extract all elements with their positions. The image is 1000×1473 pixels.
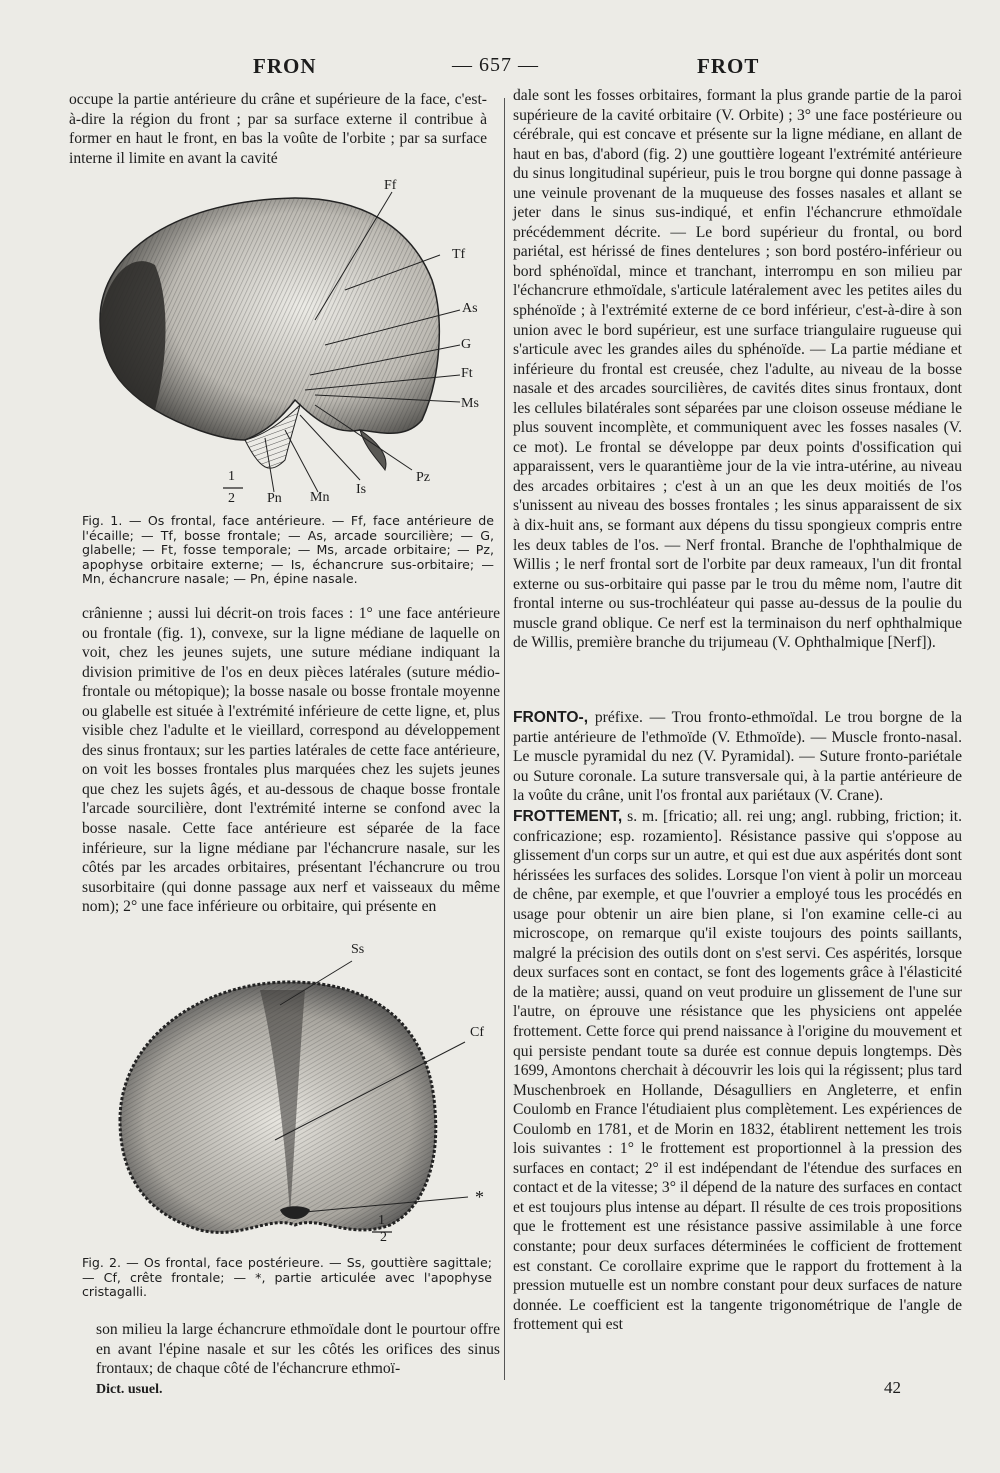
left-paragraph-1: occupe la partie antérieure du crâne et supérieure de la face, c'est-à-dire la région du front ; par sa surface externe il contribue à former en haut le front, en bas la voûte de l'orbite ; par sa surface interne il limite en avant la cavité — [69, 91, 487, 167]
page-number-header: — 657 — — [452, 54, 539, 76]
left-paragraph-2: crânienne ; aussi lui décrit-on trois faces : 1° une face antérieure ou frontale (fig. 1), convexe, sur la ligne médiane de laquelle on voit, chez les jeunes sujets, une suture médiane indiquant la division primitive de l'os en deux pièces latérales (suture médio-frontale ou métopique); la bosse nasale ou bosse frontale moyenne ou glabelle est située à l'extrémité inférieure de cette ligne, et, plus visible chez l'adulte et le vieillard, correspond au développement des sinus frontaux; sur les parties latérales de cette face antérieure, on voit les bosses frontales plus marquées chez les sujets jeunes que chez les sujets âgés, et au-dessous de chaque bosse frontale l'arcade sourcilière, dont l'extrémité interne se confond avec la bosse nasale. Cette face antérieure est séparée de la face inférieure, sur la ligne médiane par l'échancrure nasale, sur les côtés par les arcades orbitaires, présentant l'échancrure ou trou susorbitaire (qui donne passage aux nerf et vaisseaux du même nom); 2° une face inférieure ou orbitaire, qui présente en — [82, 605, 500, 916]
headword-frottement: FROTTEMENT, — [513, 808, 623, 825]
fig2-label-cf: Cf — [470, 1025, 484, 1040]
fig1-label-is: Is — [356, 482, 367, 497]
fig2-label-ss: Ss — [351, 942, 365, 957]
footer-signature-number: 42 — [884, 1378, 901, 1397]
footer-signature: Dict. usuel. — [96, 1382, 163, 1397]
fig2-scale-numerator: 1 — [378, 1213, 385, 1228]
fig1-scale-denominator: 2 — [228, 491, 235, 506]
fig1-label-tf: Tf — [452, 247, 466, 262]
figure-1-caption: Fig. 1. — Os frontal, face antérieure. — Ff, face antérieure de l'écaille; — Tf, bosse frontale; — As, arcade sourcilière; — G, glabelle; — Ft, fosse temporale; — Ms, arcade orbitaire; — Pz, apophyse orbitaire externe; — Is, échancrure sus-orbitaire; — Mn, échancrure nasale; — Pn, épine nasale. — [82, 513, 494, 587]
fig1-label-g: G — [461, 337, 472, 352]
fig1-label-pn: Pn — [267, 491, 282, 506]
figure-2-frontal-bone-posterior — [90, 960, 510, 1250]
fig1-label-mn: Mn — [310, 490, 330, 505]
figure-1-frontal-bone-anterior — [60, 170, 500, 510]
running-head-left: FRON — [253, 54, 317, 78]
entry-fronto — [513, 708, 962, 806]
left-paragraph-3: son milieu la large échancrure ethmoïdale dont le pourtour offre en avant l'épine nasale et sur les côtés les orifices des sinus frontaux; de chaque côté de l'échancrure ethmoï- — [96, 1321, 500, 1378]
fig1-label-ms: Ms — [461, 396, 479, 411]
fig2-scale-denominator: 2 — [380, 1230, 387, 1245]
fig1-scale-numerator: 1 — [228, 469, 235, 484]
fig1-label-ff: Ff — [384, 178, 397, 193]
figure-2-caption: Fig. 2. — Os frontal, face postérieure. — Ss, gouttière sagittale; — Cf, crête frontale; — *, partie articulée avec l'apophyse cristagalli. — [82, 1255, 492, 1300]
entry-frottement — [513, 807, 962, 1335]
fig2-label-star: * — [475, 1187, 484, 1207]
entry-frottement-body: s. m. [fricatio; all. rei ung; angl. rubbing, friction; it. confricazione; esp. rozamiento]. Résistance passive qui s'oppose au glissement d'un corps sur un autre, et qui est due aux aspérités dont sont hérissées les surfaces des solides. Lorsque l'on vient à polir un morceau de chêne, par exemple, et que l'ouvrier a employé tous les procédés en usage pour obtenir un aire bien plane, si l'on examine celle-ci au microscope, on remarque qu'il existe toujours des points saillants, malgré la précision des outils dont on s'est servi. Ces aspérités, lorsque deux surfaces sont en contact, se font des logements grâce à l'élasticité de la matière; aussi, quand on veut produire un glissement de l'une sur l'autre, on éprouve une résistance que les physiciens ont appelée frottement. Cette force qui prend naissance à l'origine du mouvement et qui persiste pendant toute sa durée est connue depuis longtemps. Dès 1699, Amontons cherchait à découvrir les lois qui la régissent; plus tard Muschenbroek en Hollande, Désagulliers en Angleterre, et enfin Coulomb en France l'étudiaient plus complètement. Les expériences de Coulomb en 1781, et de Morin en 1832, établirent nettement les trois lois suivantes : 1° le frottement est proportionnel à la pression des surfaces en contact; 2° il est indépendant de l'étendue des surfaces en contact et de la vitesse; 3° il dépend de la nature des surfaces en contact et est toujours plus intense au départ. Il résulte de ces trois propositions que le frottement est une résistance passive assimilable à une force constante; pour deux surfaces déterminées le cofficient de frottement est constant. Ce corollaire exprime que le rapport du frottement à la pression mutuelle est un nombre constant pour deux surfaces de nature donnée. Le coefficient est la tangente trigonométrique de l'angle de frottement qui est — [513, 808, 962, 1334]
fig1-label-pz: Pz — [416, 470, 430, 485]
fig1-label-ft: Ft — [461, 366, 473, 381]
entry-fronto-body: préfixe. — Trou fronto-ethmoïdal. Le trou borgne de la partie antérieure de l'ethmoïde (V. Ethmoïde). — Muscle fronto-nasal. Le muscle pyramidal du nez (V. Pyramidal). — Suture fronto-pariétale ou Suture coronale. La suture transversale qui, à la partie antérieure de la voûte du crâne, unit l'os frontal aux pariétaux (V. Crane). — [513, 709, 962, 805]
headword-fronto: FRONTO-, — [513, 709, 589, 726]
fig1-label-as: As — [462, 301, 478, 316]
right-paragraph-1: dale sont les fosses orbitaires, formant la plus grande partie de la paroi supérieure de la cavité orbitaire (V. Orbite) ; 3° une face postérieure ou cérébrale, qui est concave et présente sur la ligne médiane, en allant de haut en bas, d'abord (fig. 2) une gouttière logeant l'extrémité antérieure du sinus longitudinal supérieur, puis le trou borgne qui donne passage à une veinule provenant de la muqueuse des fosses nasales et allant se jeter dans le sinus sus-indiqué, et enfin l'échancrure ethmoïdale précédemment décrite. — Le bord supérieur du frontal, ou bord pariétal, est hérissé de fines dentelures ; son bord postéro-inférieur ou bord sphénoïdal, mince et tranchant, interrompu en son milieu par l'échancrure ethmoïdale, s'articule latéralement avec les petites ailes du sphénoïde ; à l'extrémité externe de ce bord inférieur, c'est-à-dire à son union avec le bord supérieur, est une surface triangulaire rugueuse qui s'articule avec les grandes ailes du sphénoïde. — La partie médiane et inférieure du frontal est creusée, chez l'adulte, au niveau de la bosse nasale et des arcades sourcilières, de cavités dites sinus frontaux, dont les cellules bilatérales sont séparées par une cloison osseuse médiane le plus souvent incomplète, et communiquent avec les fosses nasales (V. ce mot). Le frontal se développe par deux points d'ossification qui apparaissent, vers le quarantième jour de la vie intra-utérine, au niveau des arcades orbitaires ; c'est à un an que les deux moitiés de l'os s'unissent au niveau des bosses frontales ; les sinus apparaissent de six à dix-huit ans, se formant aux dépens du tissu spongieux compris entre les deux tables de l'os. — Nerf frontal. Branche de l'ophthalmique de Willis ; le nerf frontal sort de l'orbite par deux rameaux, l'un dit frontal externe ou sus-orbitaire qui passe par le trou du même nom, l'autre dit frontal interne ou sus-trochléateur qui passe au-dessus de la poulie du muscle grand oblique. Ce nerf est la terminaison du nerf ophthalmique de Willis, première branche du trijumeau (V. Ophthalmique [Nerf]). — [513, 87, 962, 652]
running-head-right: FROT — [697, 54, 760, 78]
